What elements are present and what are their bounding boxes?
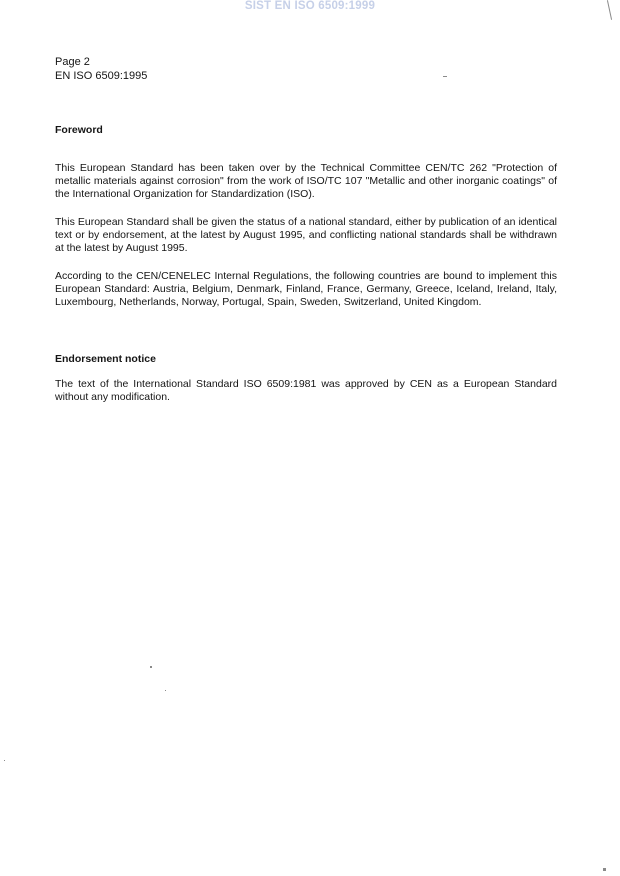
scan-speck [603,868,606,871]
watermark: SIST EN ISO 6509:1999 [244,0,376,12]
scan-speck [4,760,5,761]
endorsement-section [55,352,557,366]
foreword-paragraph-3: According to the CEN/CENELEC Internal Regulations, the following countries are bound to implement this European Standard: Austria, Belgium, Denmark, Finland, France, Germany, Greece, Iceland, Ireland, Italy, Luxembourg, Netherlands, Norway, Portugal, Spain, Sweden, Switzerland, United Kingdom. [55,270,557,309]
foreword-paragraph-2: This European Standard shall be given the status of a national standard, either by publication of an identical text or by endorsement, at the latest by August 1995, and conflicting national standards shall be withdrawn at the latest by August 1995. [55,216,557,255]
foreword-section [55,123,557,137]
scan-speck [150,666,152,668]
page-header [55,55,147,83]
foreword-paragraph-1: This European Standard has been taken over by the Technical Committee CEN/TC 262 "Protection of metallic materials against corrosion" from the work of ISO/TC 107 "Metallic and other inorganic coatings" of the International Organization for Standardization (ISO). [55,162,557,201]
endorsement-paragraph: The text of the International Standard ISO 6509:1981 was approved by CEN as a European Standard without any modification. [55,378,557,404]
foreword-heading: Foreword [55,124,103,136]
page-number: Page 2 [55,56,90,68]
scan-speck [165,690,166,691]
document-id: EN ISO 6509:1995 [55,70,148,82]
scan-speck [443,76,447,77]
endorsement-heading: Endorsement notice [55,353,156,365]
